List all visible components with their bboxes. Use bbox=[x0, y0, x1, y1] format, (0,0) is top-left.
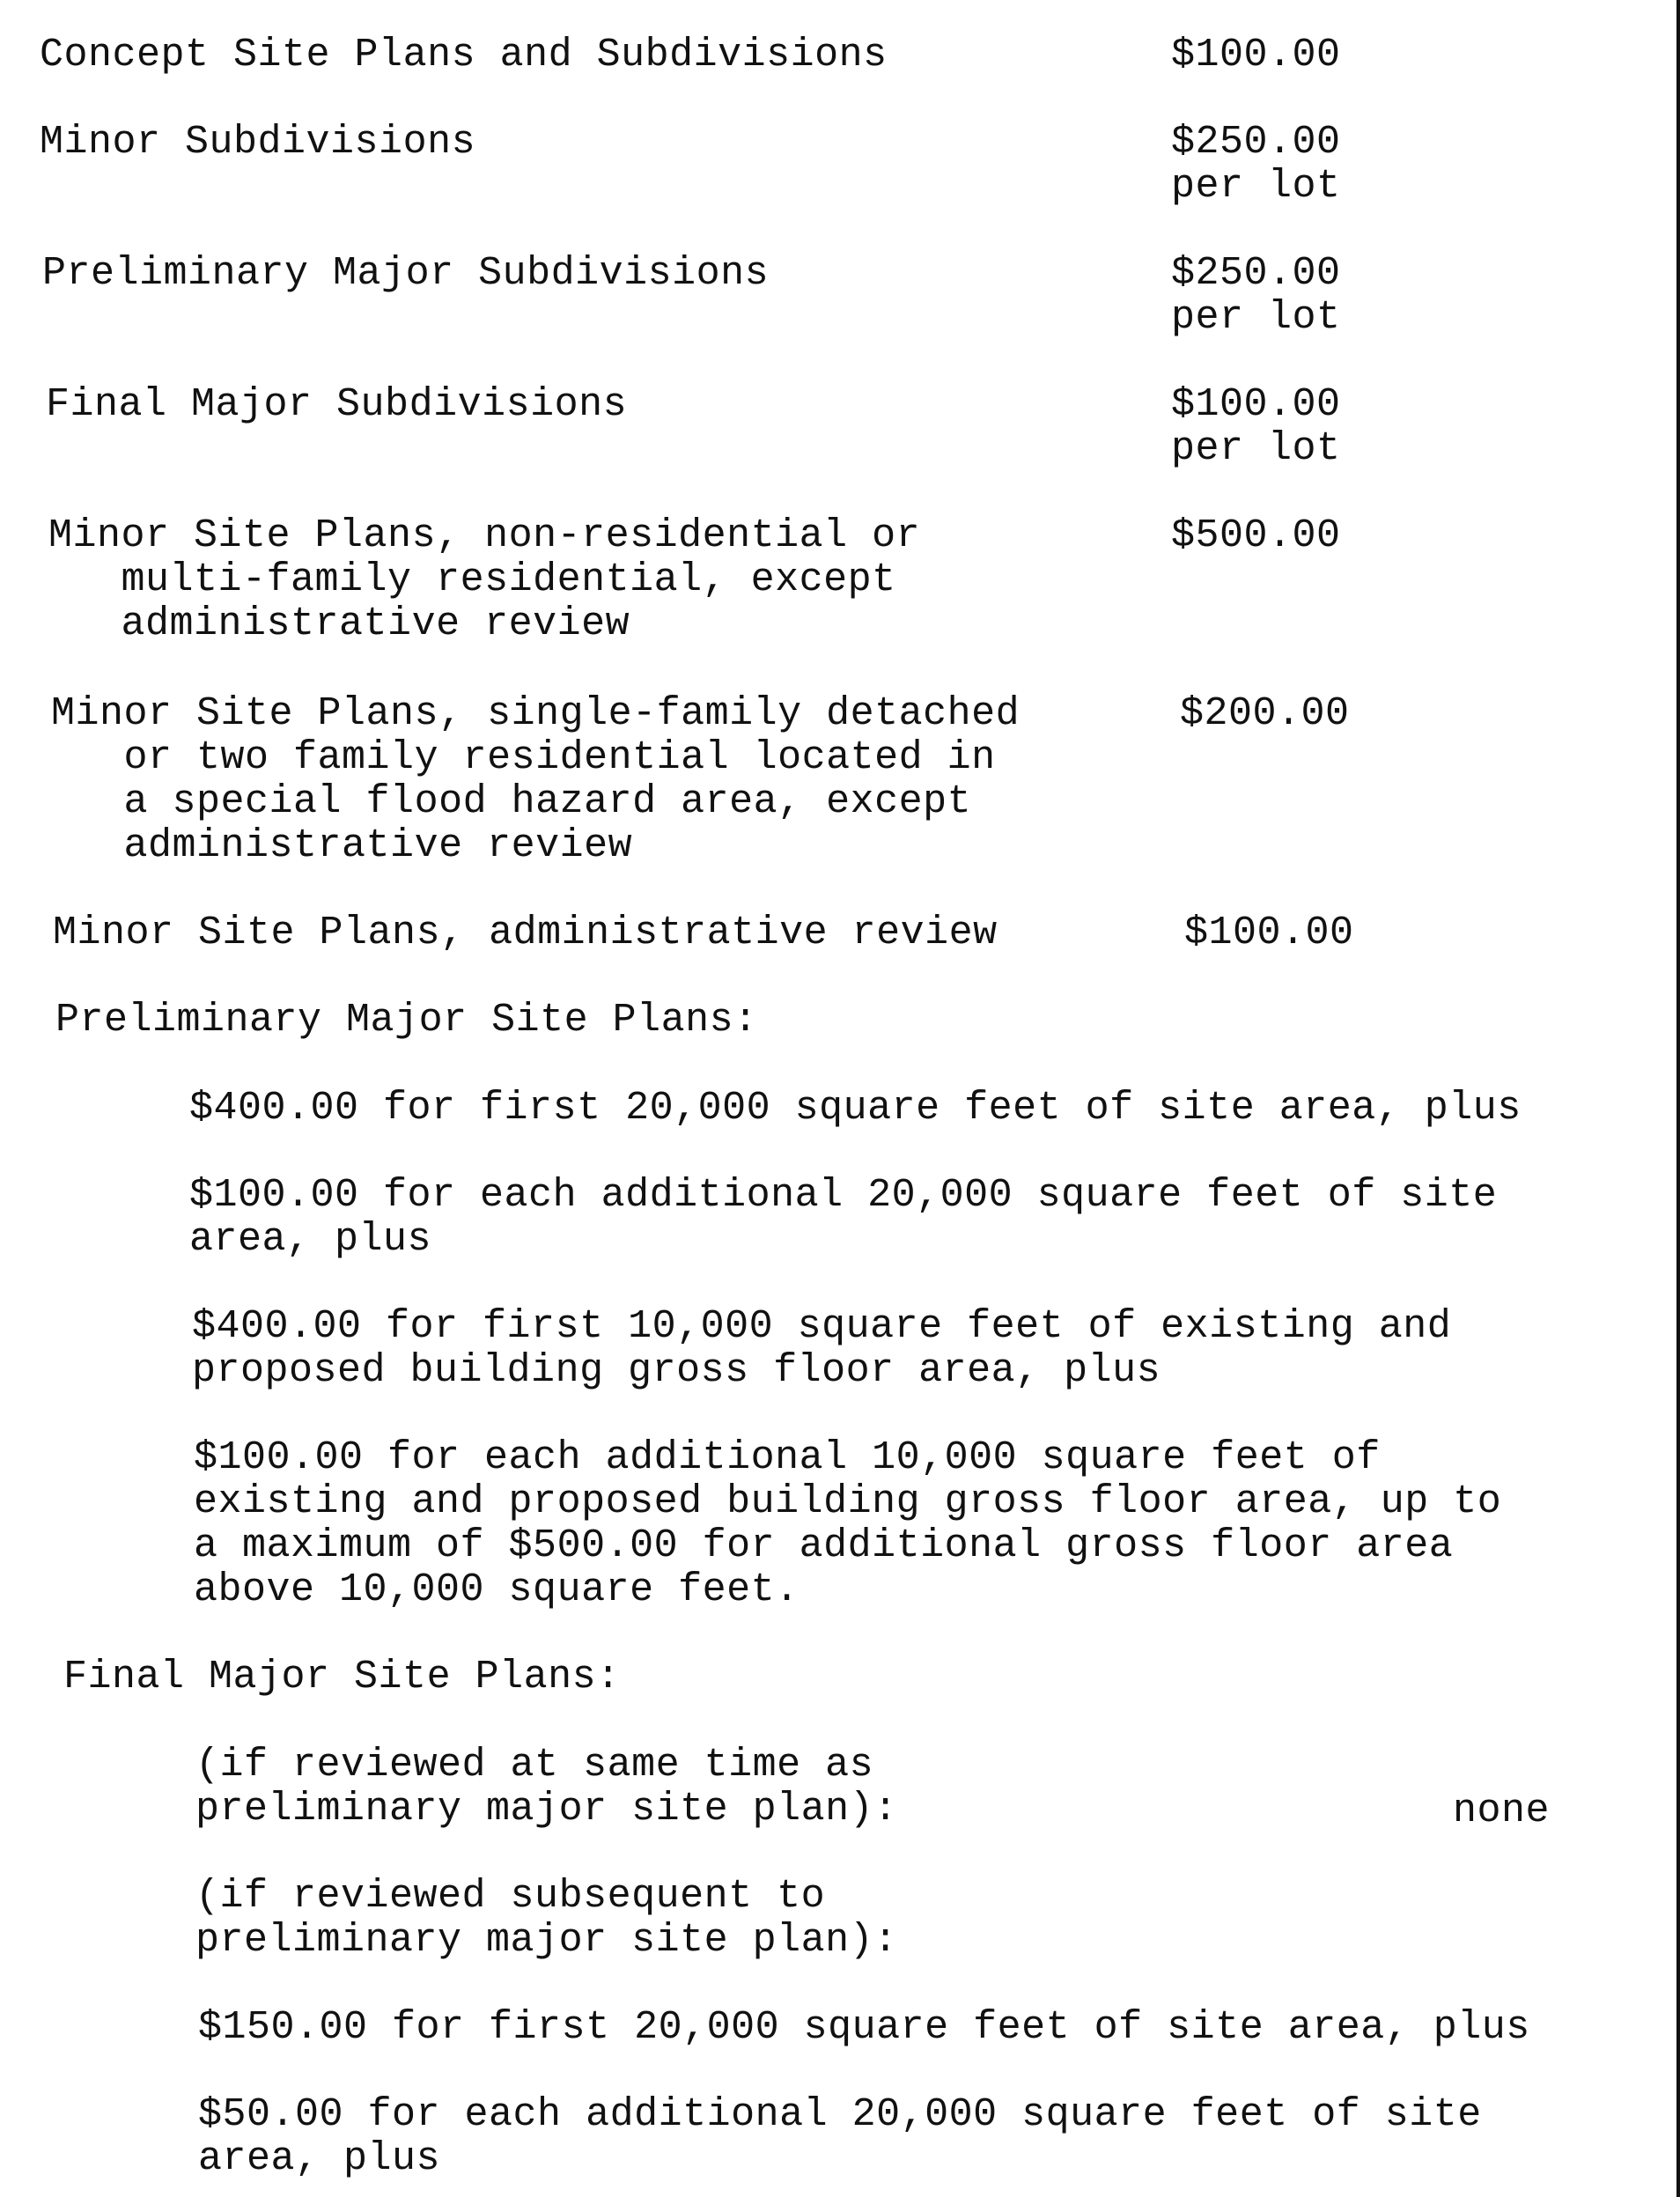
preliminary-major-p2-line2: area, plus bbox=[189, 1217, 432, 1262]
item-desc-minor-site-nonres-2: multi-family residential, except bbox=[48, 557, 896, 602]
item-desc-minor-site-sf-2: or two family residential located in bbox=[51, 735, 996, 780]
item-desc-minor-site-nonres-3: administrative review bbox=[48, 601, 630, 646]
preliminary-major-p4-line1: $100.00 for each additional 10,000 square feet of bbox=[194, 1435, 1381, 1480]
final-major-subsequent-line1: (if reviewed subsequent to bbox=[195, 1874, 826, 1919]
item-desc-minor-site-nonres-1: Minor Site Plans, non-residential or bbox=[48, 513, 921, 558]
final-major-same-time-line1: (if reviewed at same time as bbox=[195, 1743, 874, 1788]
item-fee-minor-subdivisions: $250.00 bbox=[1171, 120, 1341, 165]
final-major-heading: Final Major Site Plans: bbox=[63, 1655, 621, 1699]
final-major-same-time-fee: none bbox=[1453, 1788, 1551, 1833]
item-fee-unit-final-major-subdivisions: per lot bbox=[1171, 426, 1341, 471]
item-fee-minor-site-admin: $100.00 bbox=[1184, 911, 1354, 955]
item-fee-final-major-subdivisions: $100.00 bbox=[1171, 382, 1341, 427]
item-desc-minor-subdivisions: Minor Subdivisions bbox=[40, 120, 476, 165]
final-major-p2-line1: $50.00 for each additional 20,000 square feet of site bbox=[198, 2092, 1482, 2137]
preliminary-major-p4-line3: a maximum of $500.00 for additional gross floor area bbox=[194, 1523, 1454, 1568]
item-desc-preliminary-major-subdivisions: Preliminary Major Subdivisions bbox=[42, 251, 770, 296]
item-fee-unit-preliminary-major-subdivisions: per lot bbox=[1171, 295, 1341, 340]
preliminary-major-p2-line1: $100.00 for each additional 20,000 square feet of site bbox=[189, 1173, 1498, 1218]
final-major-same-time-line2: preliminary major site plan): bbox=[195, 1787, 898, 1832]
item-desc-minor-site-sf-4: administrative review bbox=[51, 823, 633, 868]
item-fee-preliminary-major-subdivisions: $250.00 bbox=[1171, 251, 1341, 296]
final-major-subsequent-line2: preliminary major site plan): bbox=[195, 1918, 898, 1963]
item-desc-minor-site-sf-3: a special flood hazard area, except bbox=[51, 779, 972, 824]
final-major-p1-line1: $150.00 for first 20,000 square feet of site area, plus bbox=[198, 2005, 1530, 2050]
preliminary-major-p4-line4: above 10,000 square feet. bbox=[194, 1567, 799, 1612]
item-desc-minor-site-sf-1: Minor Site Plans, single-family detached bbox=[51, 691, 1021, 736]
preliminary-major-heading: Preliminary Major Site Plans: bbox=[55, 998, 758, 1043]
item-fee-concept: $100.00 bbox=[1171, 33, 1341, 77]
item-fee-unit-minor-subdivisions: per lot bbox=[1171, 164, 1341, 209]
item-desc-minor-site-admin: Minor Site Plans, administrative review bbox=[53, 911, 998, 955]
preliminary-major-p3-line2: proposed building gross floor area, plus bbox=[192, 1348, 1161, 1393]
preliminary-major-p4-line2: existing and proposed building gross floor area, up to bbox=[194, 1479, 1502, 1524]
preliminary-major-p3-line1: $400.00 for first 10,000 square feet of existing and bbox=[192, 1304, 1452, 1349]
item-desc-final-major-subdivisions: Final Major Subdivisions bbox=[46, 382, 628, 427]
item-desc-concept: Concept Site Plans and Subdivisions bbox=[40, 33, 888, 77]
item-fee-minor-site-sf: $200.00 bbox=[1180, 691, 1350, 736]
item-fee-minor-site-nonres: $500.00 bbox=[1171, 513, 1341, 558]
preliminary-major-p1-line1: $400.00 for first 20,000 square feet of site area, plus bbox=[189, 1086, 1522, 1131]
final-major-p2-line2: area, plus bbox=[198, 2136, 441, 2181]
